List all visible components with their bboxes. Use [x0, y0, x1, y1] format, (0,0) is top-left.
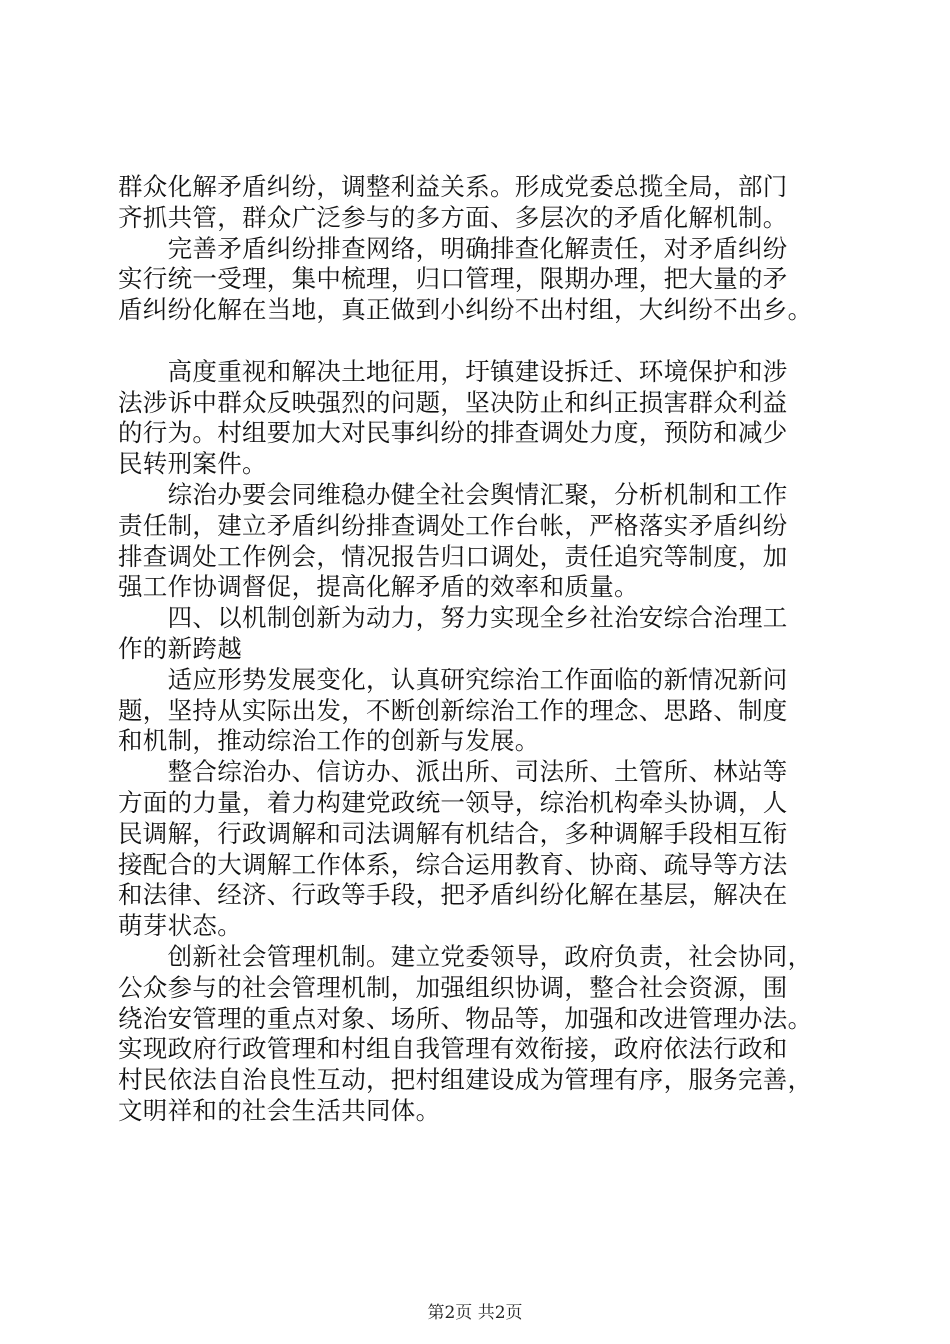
text-line: 责任制，建立矛盾纠纷排查调处工作台帐，严格落实矛盾纠纷 [118, 510, 788, 540]
section-heading: 作的新跨越 [118, 633, 242, 663]
section-heading: 四、以机制创新为动力，努力实现全乡社治安综合治理工 [118, 603, 788, 633]
text-line: 完善矛盾纠纷排查网络，明确排查化解责任，对矛盾纠纷 [118, 233, 788, 263]
text-line: 村民依法自治良性互动，把村组建设成为管理有序，服务完善， [118, 1065, 813, 1095]
text-line: 群众化解矛盾纠纷，调整利益关系。形成党委总揽全局，部门 [118, 172, 788, 201]
text-line: 实现政府行政管理和村组自我管理有效衔接，政府依法行政和 [118, 1034, 788, 1064]
text-line: 接配合的大调解工作体系，综合运用教育、协商、疏导等方法 [118, 849, 788, 879]
document-body [118, 172, 838, 1127]
text-line: 综治办要会同维稳办健全社会舆情汇聚，分析机制和工作 [118, 479, 788, 509]
text-line: 和机制，推动综治工作的创新与发展。 [118, 726, 540, 756]
text-line: 方面的力量，着力构建党政统一领导，综治机构牵头协调，人 [118, 787, 788, 817]
text-line: 排查调处工作例会，情况报告归口调处，责任追究等制度，加 [118, 541, 788, 571]
text-line: 萌芽状态。 [118, 911, 242, 941]
page-footer: 第2页 共2页 [427, 1303, 523, 1323]
text-line: 和法律、经济、行政等手段，把矛盾纠纷化解在基层，解决在 [118, 880, 788, 910]
text-line: 民转刑案件。 [118, 449, 267, 479]
text-line: 适应形势发展变化，认真研究综治工作面临的新情况新问 [118, 664, 788, 694]
text-line: 文明祥和的社会生活共同体。 [118, 1095, 441, 1125]
text-line: 的行为。村组要加大对民事纠纷的排查调处力度，预防和减少 [118, 418, 788, 448]
paragraph-gap [118, 326, 838, 357]
text-line: 盾纠纷化解在当地，真正做到小纠纷不出村组，大纠纷不出乡。 [118, 295, 813, 325]
text-line: 民调解，行政调解和司法调解有机结合，多种调解手段相互衔 [118, 818, 788, 848]
text-line: 强工作协调督促，提高化解矛盾的效率和质量。 [118, 572, 639, 602]
text-line: 绕治安管理的重点对象、场所、物品等，加强和改进管理办法。 [118, 1003, 813, 1033]
text-line: 创新社会管理机制。建立党委领导，政府负责，社会协同， [118, 941, 813, 971]
text-line: 法涉诉中群众反映强烈的问题，坚决防止和纠正损害群众利益 [118, 387, 788, 417]
text-line: 高度重视和解决土地征用，圩镇建设拆迁、环境保护和涉 [118, 356, 788, 386]
text-line: 公众参与的社会管理机制，加强组织协调，整合社会资源，围 [118, 972, 788, 1002]
text-line: 题，坚持从实际出发，不断创新综治工作的理念、思路、制度 [118, 695, 788, 725]
text-line: 齐抓共管，群众广泛参与的多方面、多层次的矛盾化解机制。 [118, 202, 788, 232]
text-line: 整合综治办、信访办、派出所、司法所、土管所、林站等 [118, 757, 788, 787]
text-line: 实行统一受理，集中梳理，归口管理，限期办理，把大量的矛 [118, 264, 788, 294]
